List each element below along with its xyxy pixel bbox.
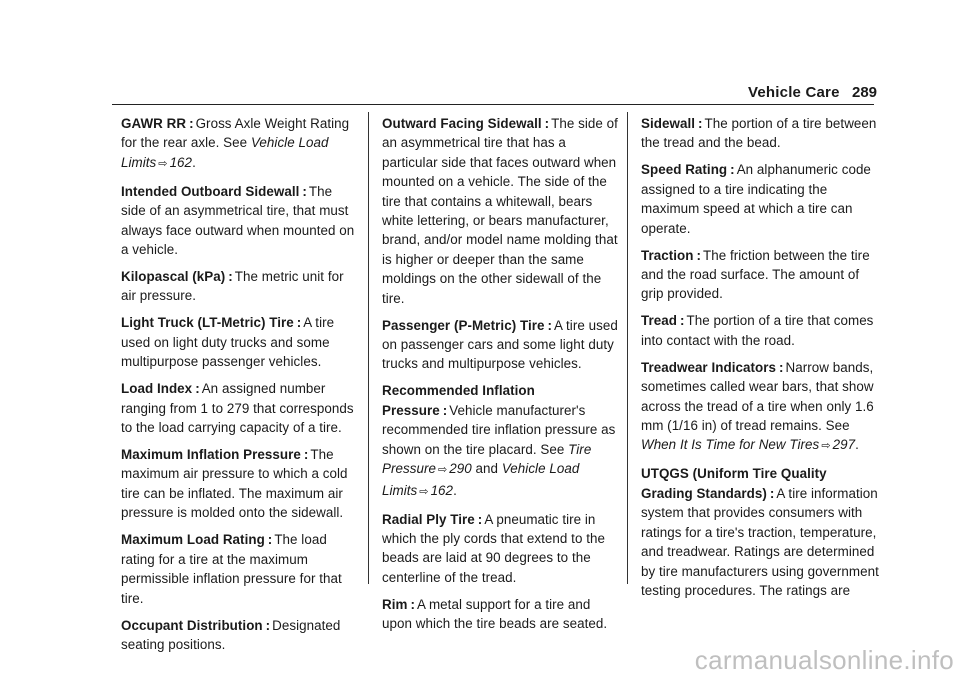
glossary-term: Radial Ply Tire [382,511,475,527]
glossary-definition: The maximum air pressure to which a cold tire can be inflated. The maximum air pressure is molded onto the sidewall. [121,447,348,521]
reference-trailing-text: and [471,461,499,477]
term-separator: : [302,183,307,199]
glossary-definition: The metric unit for air pressure. [121,269,344,304]
glossary-term: Rim [382,596,408,612]
glossary-term: Tread [641,313,677,329]
cross-reference-page[interactable]: 162 [169,154,193,170]
glossary-entry [641,114,879,153]
cross-reference-link[interactable]: Tire Pressure [382,441,592,477]
section-title: Vehicle Care [748,84,840,101]
column-divider [627,112,628,584]
glossary-term: Kilopascal (kPa) [121,269,226,285]
term-separator: : [697,116,703,131]
glossary-definition: A pneumatic tire in which the ply cords that extend to the beads are laid at 90 degrees to the centerline of the tread. [382,511,605,585]
glossary-definition: A tire used on light duty trucks and some multipurpose passenger vehicles. [121,315,335,370]
glossary-term: Passenger (P-Metric) Tire [382,317,545,333]
glossary-definition: A metal support for a tire and upon which the tire beads are seated. [382,596,608,632]
glossary-definition: Gross Axle Weight Rating for the rear axle. See [121,116,350,151]
term-separator: : [679,313,685,329]
glossary-entry [121,267,359,306]
glossary-term: Maximum Load Rating [121,532,265,548]
term-separator: : [730,162,735,178]
column-divider [368,112,369,584]
glossary-term: Treadwear Indicators [641,359,776,375]
glossary-entry [382,381,620,501]
glossary-definition: The portion of a tire that comes into contact with the road. [641,313,874,348]
cross-reference-link[interactable]: Vehicle Load Limits [121,135,329,170]
term-separator: : [778,359,784,375]
term-separator: : [303,447,309,463]
glossary-term: GAWR RR [121,116,187,131]
glossary-term: Sidewall [641,116,695,131]
glossary-entry [382,114,620,308]
glossary-entry [641,311,879,350]
glossary-definition: The portion of a tire between the tread and the bead. [641,116,877,151]
glossary-definition: A tire information system that provides consumers with ratings for a tire's traction, temperature, and treadwear. Ratings are determined by tire manufacturers using government testing procedures. The ratings are [641,485,879,598]
page-ref-arrow-icon: ⇨ [419,485,429,498]
glossary-definition: An assigned number ranging from 1 to 279 that corresponds to the load carrying capacity of a tire. [121,381,354,436]
reference-trailing-text: . [192,154,196,170]
watermark: carmanualsonline.info [694,645,954,675]
term-separator: : [228,269,233,285]
cross-reference-link[interactable]: When It Is Time for New Tires [641,437,820,453]
cross-reference-page[interactable]: 162 [430,482,454,498]
term-separator: : [189,116,194,131]
reference-trailing-text: . [855,437,859,453]
glossary-definition: A tire used on passenger cars and some light duty trucks and multipurpose vehicles. [382,317,618,372]
glossary-entry [121,182,359,260]
term-separator: : [769,485,775,501]
glossary-term: Recommended Inflation Pressure [382,383,535,418]
glossary-entry [121,616,359,655]
term-separator: : [544,116,550,131]
cross-reference-link[interactable]: Vehicle Load Limits [382,461,580,498]
glossary-term: Speed Rating [641,162,728,178]
term-separator: : [265,617,271,633]
glossary-entry [641,246,879,304]
glossary-entry [382,316,620,374]
glossary-term: Light Truck (LT-Metric) Tire [121,315,294,331]
glossary-entry [121,530,359,608]
glossary-definition: The friction between the tire and the road surface. The amount of grip provided. [641,247,870,302]
reference-trailing-text: . [453,482,457,498]
glossary-entry [121,379,359,437]
glossary-term: Occupant Distribution [121,617,263,633]
glossary-definition: Vehicle manufacturer's recommended tire inflation pressure as shown on the tire placard. See [382,402,616,457]
glossary-definition: Narrow bands, sometimes called wear bars, that show across the tread of a tire when only 1.6 mm (1/16 in) of tread remains. See [641,359,874,434]
glossary-definition: The side of an asymmetrical tire, that must always face outward when mounted on a vehicle. [121,183,355,258]
glossary-definition: Designated seating positions. [121,617,341,652]
glossary-definition: The side of an asymmetrical tire that has a particular side that faces outward when mounted on a vehicle. The side of the tire that contains a whitewall, bears white lettering, or bears manufacturer, brand, and/or model name molding that is higher or deeper than the same moldings on the other sidewall of the tire. [382,116,618,306]
glossary-entry [121,445,359,523]
glossary-term: Intended Outboard Sidewall [121,183,300,199]
column-3 [641,114,879,608]
glossary-term: Maximum Inflation Pressure [121,447,301,463]
term-separator: : [195,381,200,397]
term-separator: : [547,317,553,333]
header-rule [112,104,874,105]
glossary-entry [641,464,879,600]
page-ref-arrow-icon: ⇨ [158,157,168,170]
glossary-term: Traction [641,247,694,263]
glossary-entry [382,595,620,634]
glossary-term: Outward Facing Sidewall [382,116,542,131]
term-separator: : [477,511,483,527]
term-separator: : [267,532,273,548]
glossary-entry [121,313,359,371]
term-separator: : [442,402,448,418]
glossary-definition: An alphanumeric code assigned to a tire indicating the maximum speed at which a tire can operate. [641,162,871,236]
column-2 [382,114,620,641]
page-ref-arrow-icon: ⇨ [821,440,831,453]
glossary-definition: The load rating for a tire at the maximum permissible inflation pressure for that tire. [121,532,342,606]
glossary-entry [382,510,620,588]
term-separator: : [296,315,302,331]
term-separator: : [410,596,415,612]
term-separator: : [696,247,701,263]
page-ref-arrow-icon: ⇨ [437,464,448,477]
column-1 [121,114,359,662]
page-number: 289 [852,84,878,101]
cross-reference-page[interactable]: 290 [449,461,472,477]
cross-reference-page[interactable]: 297 [832,437,856,453]
glossary-term: UTQGS (Uniform Tire Quality Grading Standards) [641,466,827,501]
glossary-entry [641,160,879,238]
glossary-entry [121,114,359,174]
glossary-entry [641,358,879,457]
glossary-term: Load Index [121,381,193,397]
